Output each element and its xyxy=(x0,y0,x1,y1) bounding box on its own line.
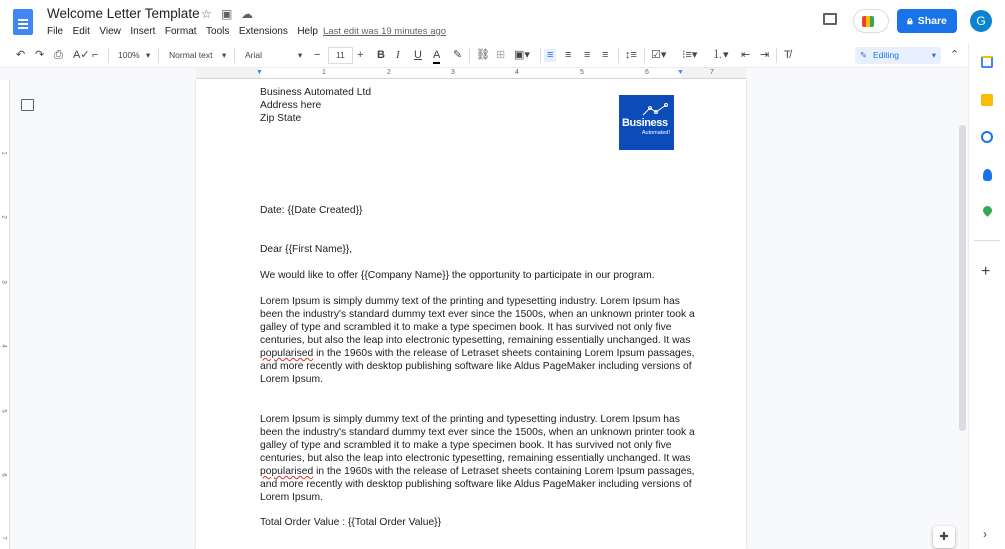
ruler-number: 5 xyxy=(580,69,584,76)
undo-icon[interactable]: ↶ xyxy=(16,49,26,61)
menu-file[interactable]: File xyxy=(47,26,64,37)
document-title[interactable]: Welcome Letter Template xyxy=(47,6,200,21)
right-indent-marker[interactable]: ▼ xyxy=(677,69,684,76)
share-button[interactable] xyxy=(897,9,957,33)
ruler-number: 3 xyxy=(0,280,7,284)
ruler-number: 1 xyxy=(0,151,7,155)
chevron-down-icon: ▾ xyxy=(146,50,151,60)
spelling-error[interactable]: popularised xyxy=(260,466,314,477)
print-icon[interactable]: ⎙ xyxy=(54,49,63,61)
chevron-down-icon: ▾ xyxy=(222,50,227,60)
keep-icon[interactable] xyxy=(981,94,993,106)
underline-icon[interactable]: U xyxy=(414,49,422,61)
paint-format-icon[interactable]: ⌐ xyxy=(92,49,99,61)
zoom-select[interactable]: 100% xyxy=(118,50,140,60)
ruler-number: 6 xyxy=(0,473,7,477)
title-bar xyxy=(0,0,1005,43)
editing-mode-select[interactable] xyxy=(855,47,941,64)
tasks-icon[interactable] xyxy=(981,131,993,143)
align-center-icon[interactable]: ≡ xyxy=(565,49,572,61)
cloud-status-icon[interactable]: ☁ xyxy=(241,7,253,21)
menu-insert[interactable]: Insert xyxy=(130,26,156,37)
total-order-line: Total Order Value : {{Total Order Value}} xyxy=(260,517,442,528)
menu-help[interactable]: Help xyxy=(297,26,318,37)
add-addon-icon[interactable]: + xyxy=(981,263,991,280)
clear-formatting-icon[interactable]: T̸ xyxy=(784,49,791,61)
highlight-icon[interactable]: ✎ xyxy=(453,49,463,61)
star-icon[interactable]: ☆ xyxy=(201,7,212,21)
ruler-number: 4 xyxy=(0,344,7,348)
bold-icon[interactable]: B xyxy=(377,49,385,61)
share-label: Share xyxy=(917,15,947,27)
spelling-error[interactable]: popularised xyxy=(260,348,314,359)
align-right-icon[interactable]: ≡ xyxy=(584,49,591,61)
meet-button[interactable] xyxy=(853,9,889,33)
ruler-number: 6 xyxy=(645,69,649,76)
side-panel xyxy=(968,43,1005,549)
vertical-ruler[interactable] xyxy=(0,80,10,549)
scrollbar-thumb[interactable] xyxy=(959,125,966,431)
menu-extensions[interactable]: Extensions xyxy=(238,26,288,37)
address-line: Business Automated Ltd xyxy=(260,87,372,98)
avatar[interactable]: G xyxy=(970,10,992,32)
add-comment-icon[interactable]: ⊞ xyxy=(496,49,506,61)
collapse-toolbar-icon[interactable]: ⌃ xyxy=(950,49,960,61)
comment-history-icon[interactable] xyxy=(823,13,837,25)
chevron-down-icon: ▾ xyxy=(931,50,936,60)
style-select[interactable]: Normal text xyxy=(169,50,213,60)
menu-bar xyxy=(47,26,327,37)
ruler-number: 2 xyxy=(387,69,391,76)
calendar-icon[interactable] xyxy=(981,56,993,68)
font-select[interactable]: Arial xyxy=(245,50,263,60)
toolbar xyxy=(0,43,968,68)
italic-icon[interactable]: I xyxy=(396,49,400,61)
ruler-number: 7 xyxy=(0,536,7,540)
date-line: Date: {{Date Created}} xyxy=(260,205,363,216)
insert-image-icon[interactable]: ▣▾ xyxy=(514,49,530,61)
business-logo[interactable]: Business Automated! xyxy=(619,95,674,150)
ruler-number: 1 xyxy=(322,69,326,76)
vertical-scrollbar[interactable] xyxy=(957,79,968,549)
explore-button[interactable]: ✚ xyxy=(933,526,955,548)
pencil-icon: ✎ xyxy=(860,50,868,60)
chevron-down-icon: ▾ xyxy=(298,50,303,60)
lock-icon: 🔒︎ xyxy=(907,14,913,27)
document-page[interactable] xyxy=(196,79,746,549)
bulleted-list-icon[interactable]: ⁝≡▾ xyxy=(682,49,698,61)
ruler-number: 5 xyxy=(0,409,7,413)
increase-indent-icon[interactable]: ⇥ xyxy=(760,49,770,61)
font-size-input[interactable]: 11 xyxy=(328,47,353,64)
text-color-icon[interactable]: A xyxy=(433,49,440,64)
spellcheck-icon[interactable]: A✓ xyxy=(73,49,90,61)
maps-icon[interactable] xyxy=(981,204,994,217)
decrease-indent-icon[interactable]: ⇤ xyxy=(741,49,751,61)
align-left-icon[interactable]: ≡ xyxy=(544,49,556,62)
move-folder-icon[interactable]: ▣ xyxy=(221,7,233,21)
body-paragraph-2: Lorem Ipsum is simply dummy text of the printing and typesetting industry. Lorem Ipsum has been the industry's standard dummy text ever since the 1500s, when an unknown printer took a galley of type and scrambled it to make a type specimen book. It has survived not only five centuries, but also the leap into electronic typesetting, remaining essentially unchanged. It was popularised in the 1960s with the release of Letraset sheets containing Lorem Ipsum passages, and more recently with desktop publishing software like Aldus PageMaker including versions of Lorem Ipsum. xyxy=(260,414,695,503)
justify-icon[interactable]: ≡ xyxy=(602,49,609,61)
left-indent-marker[interactable]: ▼ xyxy=(256,69,263,76)
link-icon[interactable]: ⛓ xyxy=(476,49,490,61)
expand-panel-icon[interactable]: › xyxy=(983,527,987,541)
numbered-list-icon[interactable]: ⒈▾ xyxy=(712,49,729,61)
checklist-icon[interactable]: ☑▾ xyxy=(651,49,667,61)
contacts-icon[interactable] xyxy=(983,169,992,181)
address-line: Address here xyxy=(260,100,322,111)
ruler-number: 3 xyxy=(451,69,455,76)
menu-format[interactable]: Format xyxy=(164,26,197,37)
document-outline-icon[interactable] xyxy=(21,99,34,111)
menu-edit[interactable]: Edit xyxy=(72,26,90,37)
ruler-number: 2 xyxy=(0,215,7,219)
docs-logo-icon[interactable] xyxy=(13,9,33,35)
address-line: Zip State xyxy=(260,113,302,124)
editing-mode-label: Editing xyxy=(873,50,899,60)
horizontal-ruler[interactable] xyxy=(196,68,746,79)
menu-tools[interactable]: Tools xyxy=(206,26,230,37)
decrease-font-size-button[interactable]: − xyxy=(314,49,321,61)
ruler-number: 7 xyxy=(710,69,714,76)
menu-view[interactable]: View xyxy=(99,26,121,37)
meet-icon xyxy=(862,16,874,27)
increase-font-size-button[interactable]: + xyxy=(357,49,364,61)
intro-paragraph: We would like to offer {{Company Name}} the opportunity to participate in our program. xyxy=(260,270,655,281)
ruler-number: 4 xyxy=(515,69,519,76)
redo-icon[interactable]: ↷ xyxy=(35,49,45,61)
last-edit-link[interactable]: Last edit was 19 minutes ago xyxy=(323,26,447,37)
body-paragraph-1: Lorem Ipsum is simply dummy text of the printing and typesetting industry. Lorem Ipsum has been the industry's standard dummy text ever since the 1500s, when an unknown printer took a galley of type and scrambled it to make a type specimen book. It has survived not only five centuries, but also the leap into electronic typesetting, remaining essentially unchanged. It was popularised in the 1960s with the release of Letraset sheets containing Lorem Ipsum passages, and more recently with desktop publishing software like Aldus PageMaker including versions of Lorem Ipsum. xyxy=(260,296,695,385)
greeting: Dear {{First Name}}, xyxy=(260,244,353,255)
chart-line-icon xyxy=(641,103,669,117)
line-spacing-icon[interactable]: ↕≡ xyxy=(625,49,637,61)
